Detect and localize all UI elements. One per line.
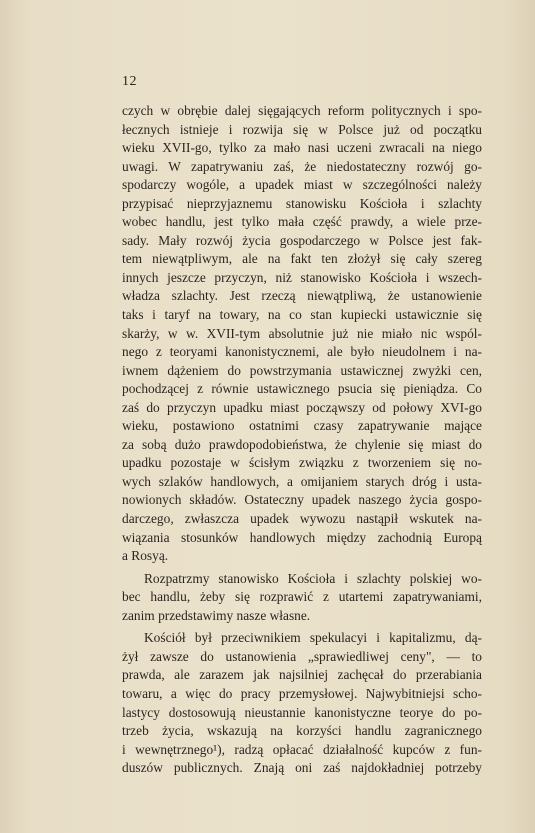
text-line: sady. Mały rozwój życia gospodarczego w Polsce jest fak- <box>122 232 482 248</box>
text-line: duszów publicznych. Znają oni zaś najdokładniej potrzeby <box>122 760 482 776</box>
text-line: bec handlu, żeby się rozprawić z utartemi zapatrywaniami, <box>122 589 482 605</box>
text-line: wieku XVII-go, tylko za mało nasi uczeni zwracali na niego <box>122 140 482 156</box>
text-line: skarży, w w. XVII-tym absolutnie już nie miało nic wspól- <box>122 325 482 341</box>
text-line: wobec handlu, jest tylko mała część prawdy, a wiele prze- <box>122 214 482 230</box>
text-line: innych jeszcze przyczyn, niż stanowisko Kościoła i wszech- <box>122 269 482 285</box>
text-line: nego z teoryami kanonistycznemi, ale było nieudolnem i na- <box>122 344 482 360</box>
text-line: iwnem dążeniem do powstrzymania ustawicznej zwyżki cen, <box>122 362 482 378</box>
text-line: tem niewątpliwym, ale na fakt ten złożył się cały szereg <box>122 251 482 267</box>
text-line: wych szlaków handlowych, a omijaniem starych dróg i usta- <box>122 473 482 489</box>
text-line: łecznych istnieje i rozwija się w Polsce już od początku <box>122 121 482 137</box>
text-line: trzeb życia, wskazują na korzyści handlu zagranicznego <box>122 723 482 739</box>
body-text <box>122 102 482 778</box>
text-line: pochodzącej z równie ustawicznego psucia się pieniądza. Co <box>122 381 482 397</box>
text-line: przypisać nieprzyjaznemu stanowisku Kościoła i szlachty <box>122 195 482 211</box>
text-line: zanim przedstawimy nasze własne. <box>122 607 311 623</box>
text-line: spodarczy wogóle, a upadek miast w szczególności należy <box>122 177 482 193</box>
text-line: nowionych składów. Ostateczny upadek naszego życia gospo- <box>122 492 482 508</box>
text-line: darczego, zwłaszcza upadek wywozu nastąpił wskutek na- <box>122 511 482 527</box>
text-line: zaś do przyczyn upadku miast począwszy od połowy XVI-go <box>122 399 482 415</box>
text-line: a Rosyą. <box>122 548 169 564</box>
text-line: prawda, ale zarazem jak najsilniej zachęcał do przerabiania <box>122 667 482 683</box>
paragraph <box>122 102 482 566</box>
text-line: i wewnętrznego¹), radzą opłacać działalność kupców z fun- <box>122 741 482 757</box>
text-line: władza szlachty. Jest rzeczą niewątpliwą, że ustanowienie <box>122 288 482 304</box>
text-line: uwagi. W zapatrywaniu zaś, że niedostateczny rozwój go- <box>122 158 482 174</box>
paragraph <box>122 570 482 626</box>
page-number: 12 <box>122 74 137 89</box>
text-line: żył zawsze do ustanowienia „sprawiedliwej ceny", — to <box>122 648 482 664</box>
text-line: wiązania stosunków handlowych między zachodnią Europą <box>122 529 482 545</box>
text-line: towaru, a więc do pracy przemysłowej. Najwybitniejsi scho- <box>122 685 482 701</box>
text-line: za sobą dużo prawdopodobieństwa, że chylenie się miast do <box>122 436 482 452</box>
text-line: czych w obrębie dalej sięgających reform politycznych i spo- <box>122 103 482 118</box>
text-line: upadku pozostaje w ścisłym związku z tworzeniem się no- <box>122 455 482 471</box>
text-line: Rozpatrzmy stanowisko Kościoła i szlachty polskiej wo- <box>144 570 482 586</box>
text-line: wieku, postawiono ostatnimi czasy zapatrywanie mające <box>122 418 482 434</box>
text-line: Kościół był przeciwnikiem spekulacyi i kapitalizmu, dą- <box>144 630 482 646</box>
text-line: lastycy dostosowują nieustannie kanonistyczne teorye do po- <box>122 704 482 720</box>
paragraph <box>122 629 482 777</box>
text-line: taks i taryf na towary, na co stan kupiecki ustawicznie się <box>122 307 482 323</box>
